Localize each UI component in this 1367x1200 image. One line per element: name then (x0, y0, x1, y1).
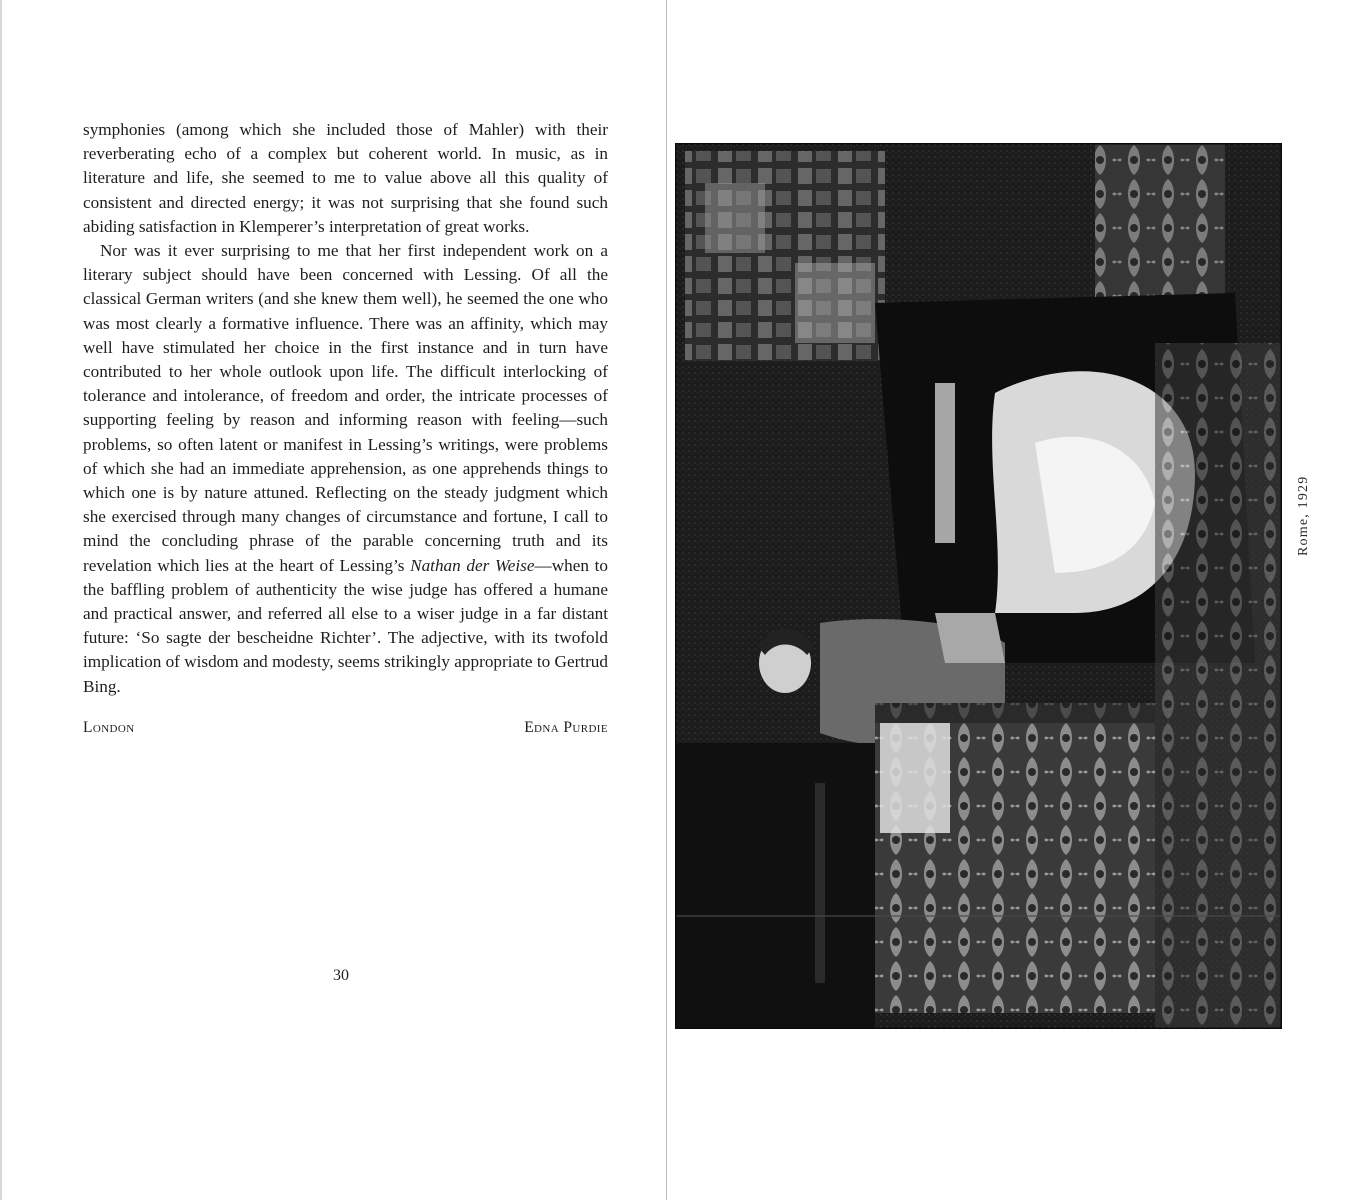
photograph (675, 143, 1282, 1029)
text-run: Nor was it ever surprising to me that her first independent work on a literary subject should have been concerned with Lessing. Of all the classical German writers (and she knew them well), he seemed the one who was most clearly a formative influence. There was an affinity, which may well have stimulated her choice in the first instance and in turn have contributed to her whole outlook upon life. The difficult interlocking of tolerance and intolerance, of freedom and order, the intricate processes of supporting feeling by reason and informing reason with feeling—such problems, so often latent or manifest in Lessing’s writings, were problems of which she had an immediate apprehension, as one apprehends things to which one is by nature attuned. Reflecting on the steady judgment which she exercised through many changes of circumstance and fortune, I call to mind the concluding phrase of the parable concerning truth and its revelation which lies at the heart of Lessing’s (83, 241, 608, 575)
photo-caption: Rome, 1929 (1296, 475, 1311, 556)
text-run: —when to the baffling problem of authenticity the wise judge has offered a humane and practical answer, and referred all else to a wiser judge in a far distant future: ‘So sagte der bescheidne Richter’. The adjective, with its twofold implication of wisdom and modesty, seems strikingly appropriate to Gertrud Bing. (83, 555, 608, 696)
page-number: 30 (333, 967, 349, 984)
paragraph (83, 118, 608, 239)
signoff-place: London (83, 719, 135, 736)
body-text (83, 118, 608, 699)
signoff-author: Edna Purdie (524, 719, 608, 736)
right-page (667, 0, 1367, 1200)
text-run: symphonies (among which she included those of Mahler) with their reverberating echo of a complex but coherent world. In music, as in literature and life, she seemed to me to value above all this quality of consistent and directed energy; it was not surprising that she found such abiding satisfaction in Klemperer’s interpretation of great works. (83, 120, 608, 236)
paragraph (83, 239, 608, 699)
left-page (0, 0, 666, 1200)
signoff (83, 717, 608, 739)
italic-title: Nathan der Weise (410, 555, 535, 575)
